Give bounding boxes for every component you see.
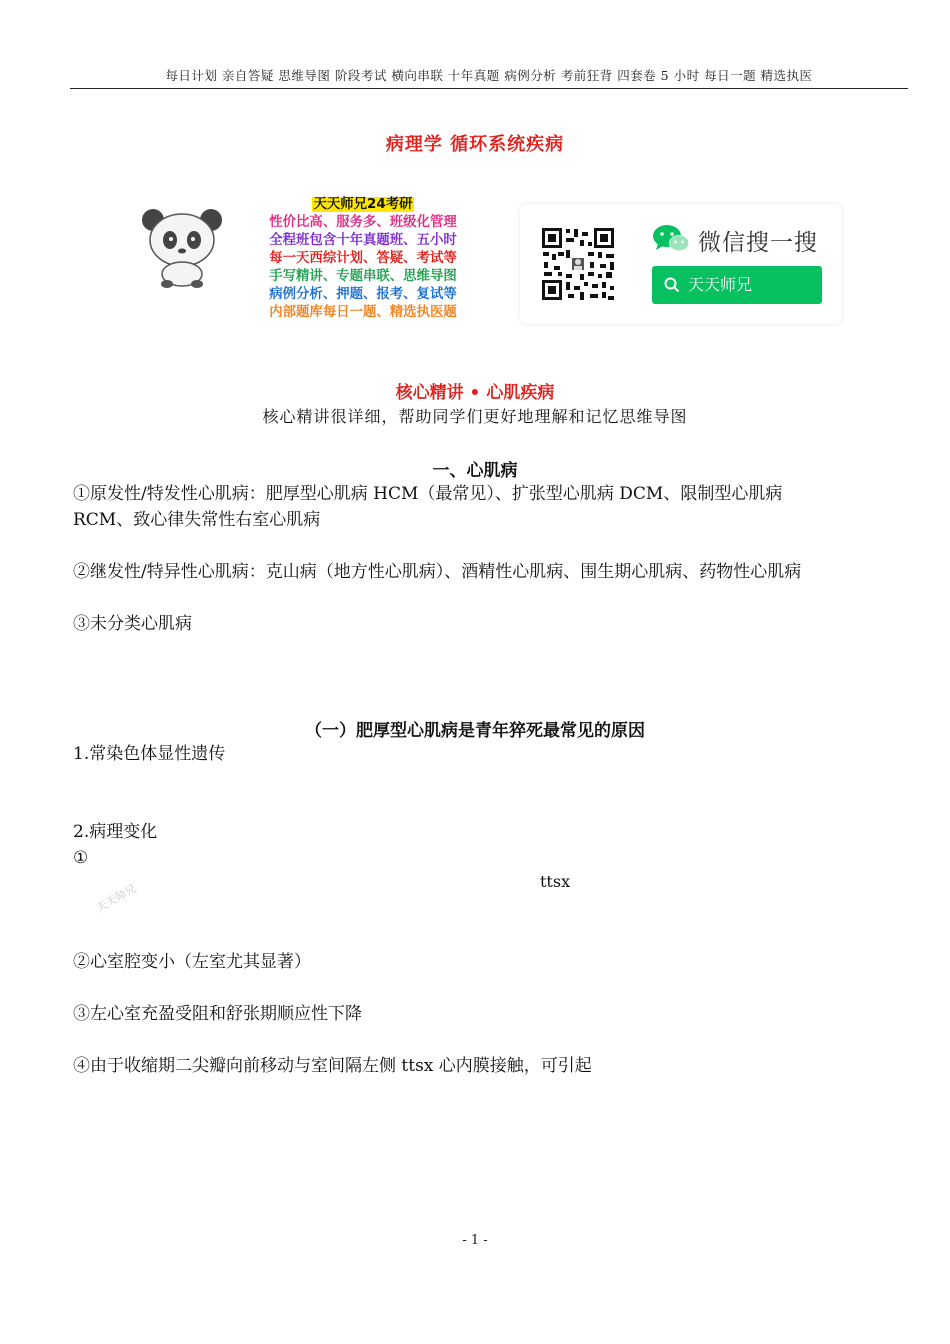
promo-line: 手写精讲、专题串联、思维导图 xyxy=(269,269,457,284)
qr-code-icon[interactable] xyxy=(540,226,616,302)
paragraph-point2: 2.病理变化 xyxy=(73,822,158,842)
promo-line: 内部题库每日一题、精选执医题 xyxy=(269,305,457,320)
paragraph-circle2: ②心室腔变小（左室尤其显著） xyxy=(73,952,311,972)
ttsx-text: ttsx xyxy=(540,872,571,891)
promo-line: 病例分析、押题、报考、复试等 xyxy=(269,287,457,302)
panda-mascot-icon xyxy=(137,206,227,288)
paragraph-item3: ③未分类心肌病 xyxy=(73,614,192,634)
promo-line: 全程班包含十年真题班、五小时 xyxy=(269,233,457,248)
section-title: 核心精讲 • 心肌疾病 xyxy=(395,383,555,403)
header-topline: 每日计划 亲自答疑 思维导图 阶段考试 横向串联 十年真题 病例分析 考前狂背 四套卷 5 小时 每日一题 精选执医 xyxy=(165,68,813,83)
paragraph-item2: ②继发性/特异性心肌病：克山病（地方性心肌病）、酒精性心肌病、围生期心肌病、药物性心肌病 xyxy=(73,562,802,582)
heading-hcm: （一）肥厚型心肌病是青年猝死最常见的原因 xyxy=(305,721,645,741)
document-title: 病理学 循环系统疾病 xyxy=(385,134,565,155)
paragraph-circle4: ④由于收缩期二尖瓣向前移动与室间隔左侧 ttsx 心内膜接触，可引起 xyxy=(73,1056,592,1076)
wechat-search-button[interactable] xyxy=(652,266,822,304)
paragraph-item1-line2: RCM、致心律失常性右室心肌病 xyxy=(73,510,321,530)
page-number: - 1 - xyxy=(462,1233,488,1248)
paragraph-item1-line1: ①原发性/特发性心肌病：肥厚型心肌病 HCM（最常见）、扩张型心肌病 DCM、限制型心肌病 xyxy=(73,484,783,504)
paragraph-circle3: ③左心室充盈受阻和舒张期顺应性下降 xyxy=(73,1004,362,1024)
promo-line: 性价比高、服务多、班级化管理 xyxy=(269,215,457,230)
section-subtitle: 核心精讲很详细，帮助同学们更好地理解和记忆思维导图 xyxy=(262,407,688,426)
promo-line: 每一天西综计划、答疑、考试等 xyxy=(269,251,457,266)
paragraph-point1: 1.常染色体显性遗传 xyxy=(73,744,226,764)
wechat-logo-icon xyxy=(652,224,690,254)
paragraph-circle1: ① xyxy=(73,848,89,868)
header-divider xyxy=(70,88,908,89)
promo-text-block xyxy=(248,196,478,322)
heading-cardiomyopathy: 一、心肌病 xyxy=(432,461,518,481)
search-icon xyxy=(664,277,680,293)
watermark-text: 天天师兄 xyxy=(93,881,139,916)
wechat-search-button-label: 天天师兄 xyxy=(688,275,753,294)
wechat-search-label: 微信搜一搜 xyxy=(698,230,818,256)
promo-line: 天天师兄24考研 xyxy=(313,197,413,212)
